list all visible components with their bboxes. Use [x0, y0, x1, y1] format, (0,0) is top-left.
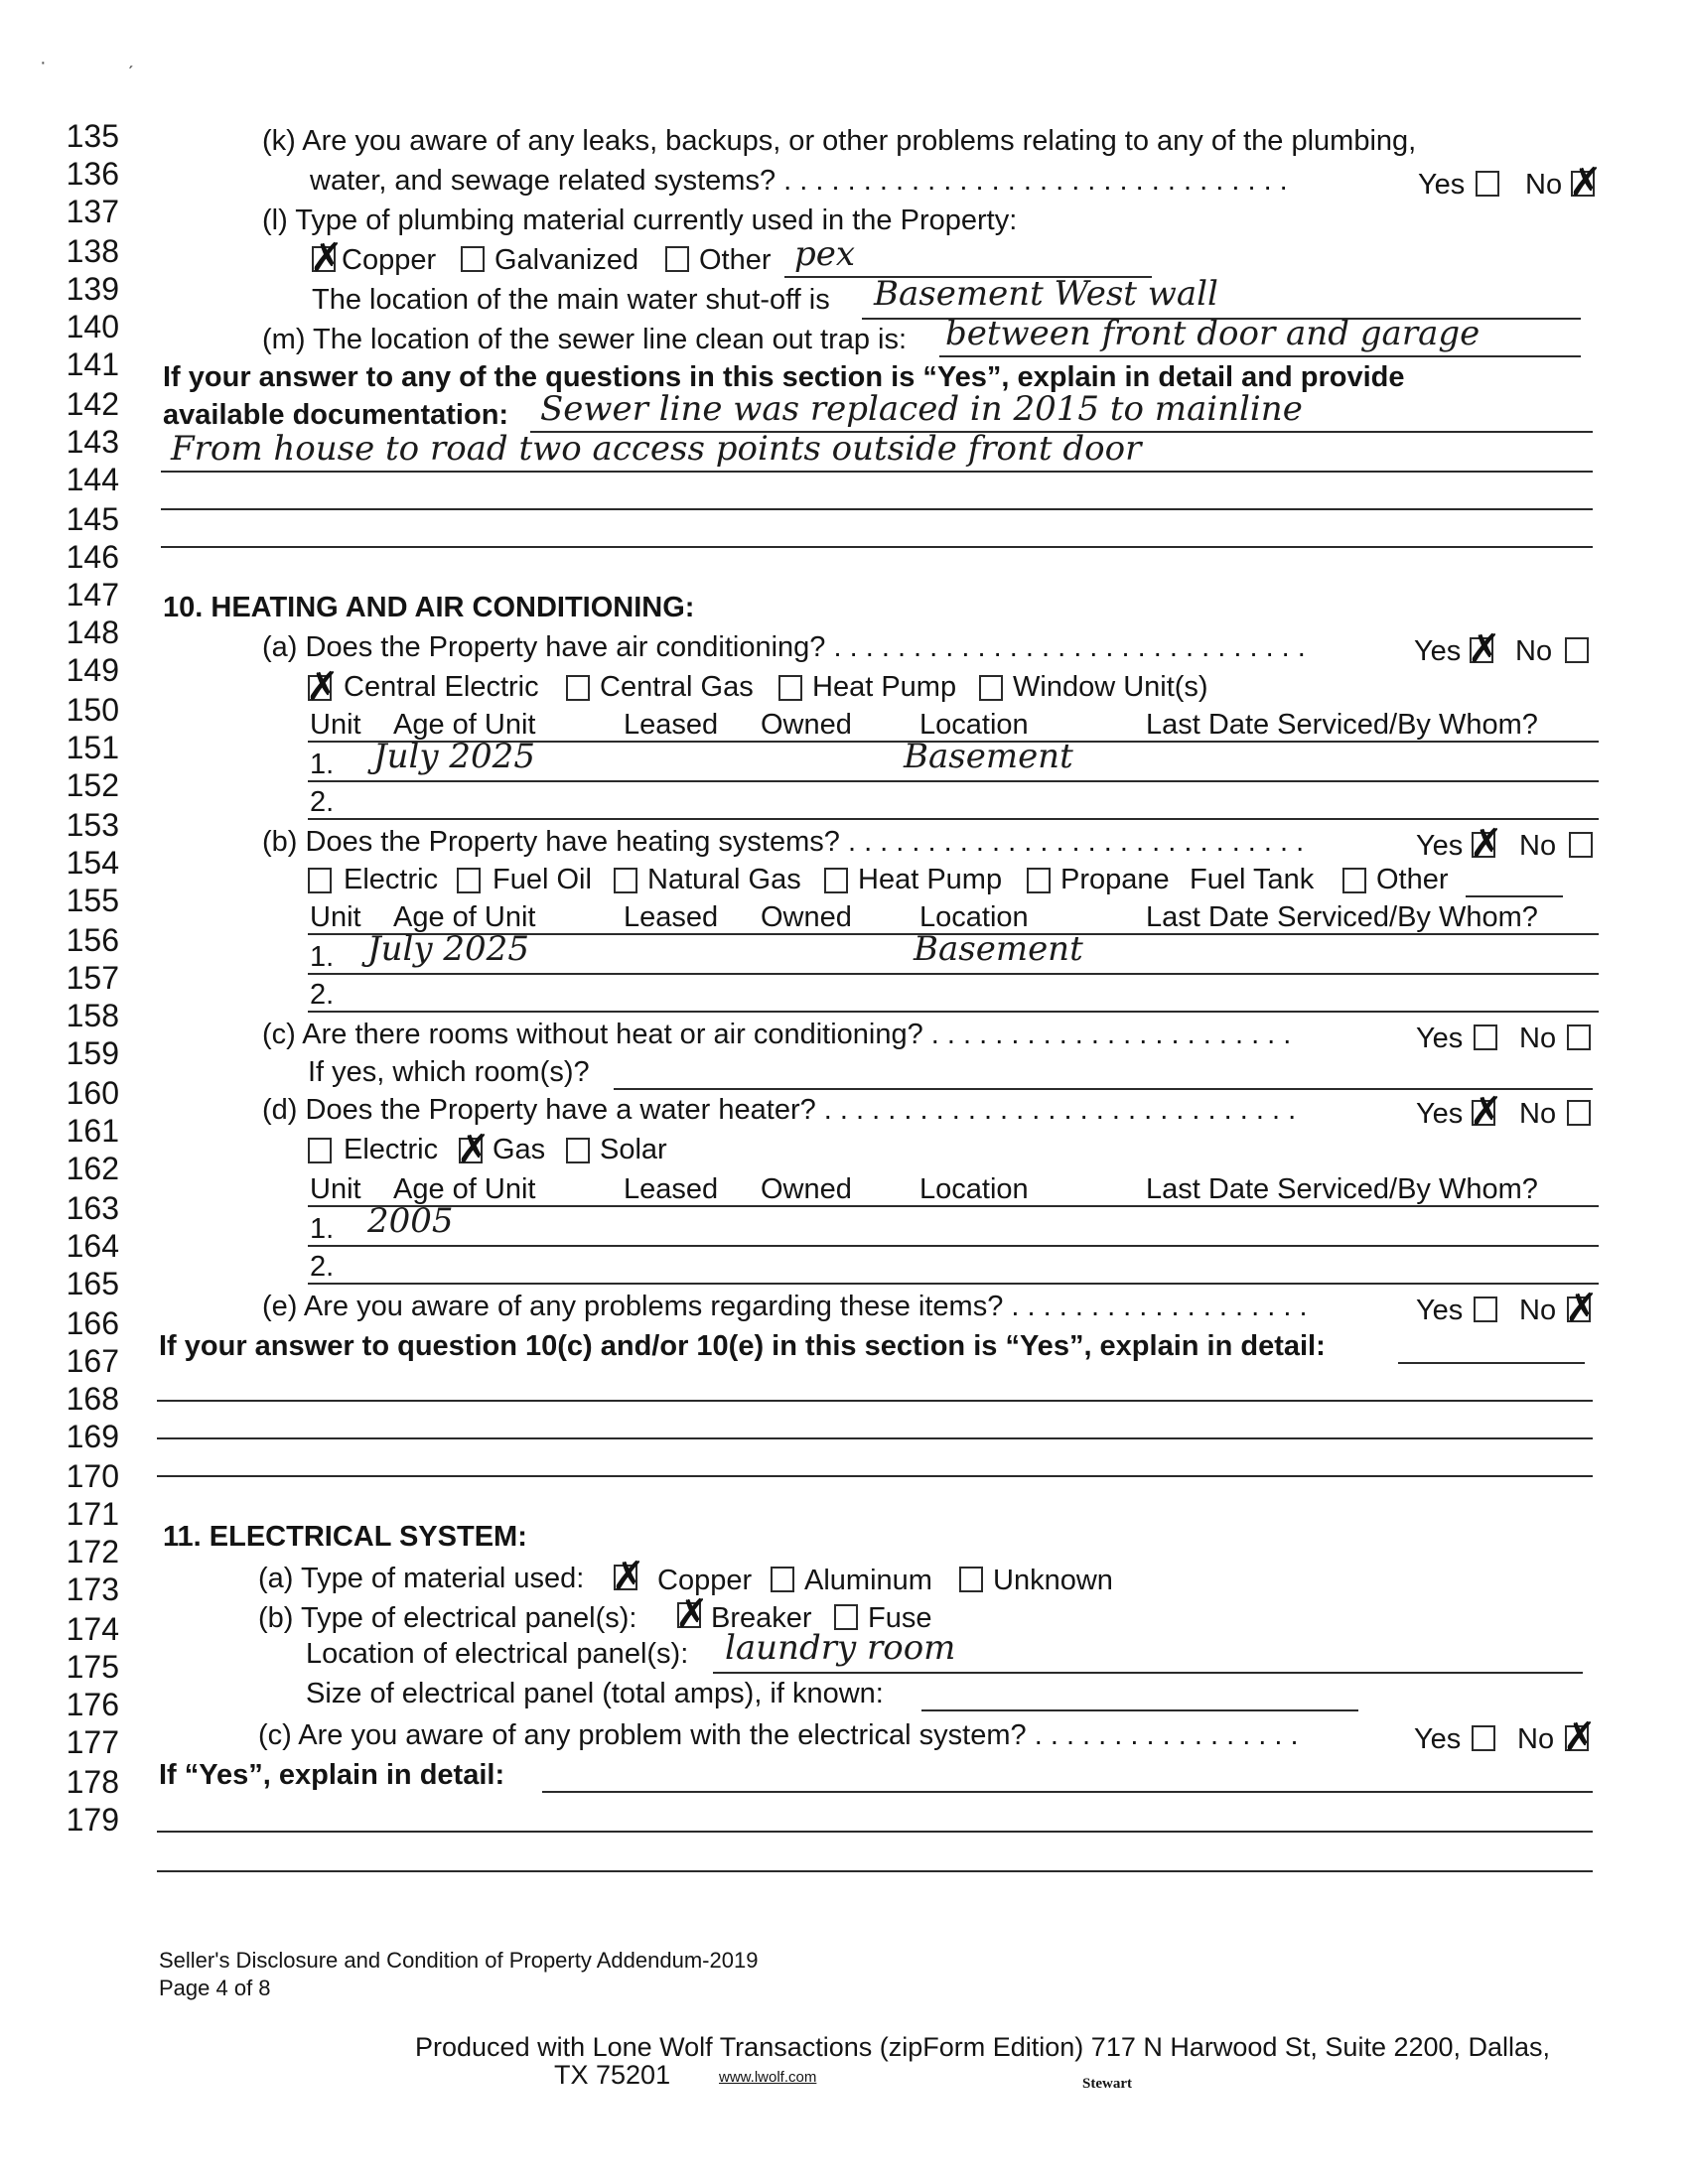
plumbing-explain-line1: If your answer to any of the questions in this section is “Yes”, explain in detail and provide — [163, 361, 1405, 393]
copper-label: Copper — [342, 244, 437, 276]
question-11b: (b) Type of electrical panel(s): — [258, 1602, 637, 1634]
col-location: Location — [919, 709, 1029, 741]
wh-electric-label: Electric — [344, 1134, 439, 1165]
elec-copper-checkbox[interactable] — [612, 1554, 645, 1599]
question-10d: (d) Does the Property have a water heater? . . . . . . . . . . . . . . . . . . . . . . . . . . . . . . — [262, 1094, 1297, 1126]
line-number: 144 — [66, 462, 119, 497]
table-rule — [308, 1245, 1599, 1247]
line-number: 148 — [66, 614, 119, 650]
shutoff-label: The location of the main water shut-off is — [312, 284, 830, 316]
col-serviced: Last Date Serviced/By Whom? — [1146, 1173, 1538, 1205]
line-number: 165 — [66, 1266, 119, 1301]
col-leased: Leased — [624, 709, 719, 741]
10e-no-label: No — [1519, 1295, 1557, 1326]
check-mark-icon: ✗ — [306, 664, 340, 710]
line-number: 161 — [66, 1113, 119, 1149]
10e-yes-label: Yes — [1416, 1295, 1464, 1326]
table-rule — [308, 1283, 1599, 1285]
check-mark-icon: ✗ — [1470, 821, 1503, 867]
col-owned: Owned — [761, 709, 852, 741]
11-explain-underline-2 — [157, 1831, 1593, 1833]
10e-no-checkbox[interactable] — [1565, 1286, 1599, 1331]
fuse-checkbox[interactable] — [834, 1604, 858, 1630]
elec-aluminum-label: Aluminum — [804, 1565, 932, 1596]
line-number: 145 — [66, 501, 119, 537]
section-11-heading: 11. ELECTRICAL SYSTEM: — [163, 1521, 527, 1553]
footer-stamp: Stewart — [1082, 2076, 1132, 2092]
heat-other-checkbox[interactable] — [1342, 868, 1366, 893]
fuel-oil-checkbox[interactable] — [457, 868, 481, 893]
10b-no-checkbox[interactable] — [1569, 832, 1593, 858]
line-number: 175 — [66, 1649, 119, 1685]
scan-speck: ˏ — [127, 48, 134, 69]
10-explain-underline-2 — [157, 1400, 1593, 1402]
footer-produced-line2: TX 75201 — [554, 2060, 671, 2090]
check-mark-icon: ✗ — [1569, 160, 1603, 205]
m-value[interactable]: between front door and garage — [945, 314, 1480, 353]
k-yes-checkbox[interactable] — [1476, 171, 1499, 197]
shutoff-value[interactable]: Basement West wall — [874, 274, 1218, 314]
check-mark-icon: ✗ — [310, 235, 344, 281]
check-mark-icon: ✗ — [1565, 1286, 1599, 1331]
10a-yes-label: Yes — [1414, 635, 1462, 667]
row-1-label: 1. — [310, 749, 335, 780]
explain-value-1[interactable]: Sewer line was replaced in 2015 to mainline — [540, 389, 1303, 429]
line-number: 173 — [66, 1571, 119, 1607]
10e-yes-checkbox[interactable] — [1474, 1297, 1497, 1322]
line-number: 167 — [66, 1343, 119, 1379]
scan-speck: · — [40, 52, 47, 73]
heat-electric-label: Electric — [344, 864, 439, 895]
propane-checkbox[interactable] — [1027, 868, 1051, 893]
central-electric-label: Central Electric — [344, 671, 539, 703]
footer-form-name: Seller's Disclosure and Condition of Property Addendum-2019 — [159, 1948, 759, 1973]
line-number: 170 — [66, 1458, 119, 1494]
ac-age-value[interactable]: July 2025 — [373, 737, 535, 776]
question-k-line2: water, and sewage related systems? . . . . . . . . . . . . . . . . . . . . . . . . . . . . . . . . — [310, 165, 1288, 197]
col-leased: Leased — [624, 901, 719, 933]
question-10b: (b) Does the Property have heating systems? . . . . . . . . . . . . . . . . . . . . . . . . . . . . . — [262, 826, 1305, 858]
line-number: 171 — [66, 1496, 119, 1532]
11-explain-label: If “Yes”, explain in detail: — [159, 1759, 505, 1791]
10a-no-label: No — [1515, 635, 1553, 667]
line-number: 156 — [66, 922, 119, 958]
other-checkbox[interactable] — [665, 246, 689, 272]
heat-electric-checkbox[interactable] — [308, 868, 332, 893]
window-units-checkbox[interactable] — [979, 675, 1003, 701]
explain-value-2[interactable]: From house to road two access points outside front door — [171, 429, 1142, 469]
breaker-label: Breaker — [711, 1602, 812, 1634]
ac-location-value[interactable]: Basement — [904, 737, 1073, 776]
other-label: Other — [699, 244, 772, 276]
fuel-tank-label: Fuel Tank — [1190, 864, 1315, 895]
line-number: 172 — [66, 1534, 119, 1570]
question-k-line1: (k) Are you aware of any leaks, backups, or other problems relating to any of the plumbing, — [262, 125, 1417, 157]
plumbing-explain-line2: available documentation: — [163, 399, 509, 431]
line-number: 142 — [66, 386, 119, 422]
line-number: 139 — [66, 271, 119, 307]
line-number: 166 — [66, 1305, 119, 1341]
col-owned: Owned — [761, 1173, 852, 1205]
line-number: 178 — [66, 1764, 119, 1800]
11c-no-label: No — [1517, 1723, 1555, 1755]
line-number: 143 — [66, 424, 119, 460]
heat-pump-checkbox[interactable] — [778, 675, 802, 701]
line-number: 152 — [66, 767, 119, 803]
line-number: 179 — [66, 1802, 119, 1838]
col-age: Age of Unit — [393, 709, 536, 741]
10c-no-checkbox[interactable] — [1567, 1024, 1591, 1050]
line-number: 135 — [66, 118, 119, 154]
check-mark-icon: ✗ — [612, 1554, 645, 1599]
line-number: 136 — [66, 156, 119, 192]
10-explain-underline-3 — [157, 1437, 1593, 1439]
10-explain-label: If your answer to question 10(c) and/or 10(e) in this section is “Yes”, explain in detail: — [159, 1330, 1326, 1362]
panel-size-label: Size of electrical panel (total amps), if known: — [306, 1678, 884, 1709]
heat-pump-label: Heat Pump — [812, 671, 957, 703]
col-location: Location — [919, 901, 1029, 933]
line-number: 163 — [66, 1190, 119, 1226]
10c-yes-label: Yes — [1416, 1023, 1464, 1054]
central-gas-label: Central Gas — [600, 671, 754, 703]
table-rule — [308, 1205, 1599, 1207]
col-unit: Unit — [310, 1173, 361, 1205]
footer-produced-line1: Produced with Lone Wolf Transactions (zipForm Edition) 717 N Harwood St, Suite 2200, Dallas, — [415, 2032, 1551, 2062]
question-11c: (c) Are you aware of any problem with the electrical system? . . . . . . . . . . . . . . . . . — [258, 1719, 1299, 1751]
table-rule — [308, 780, 1599, 782]
central-electric-checkbox[interactable] — [306, 664, 340, 710]
window-units-label: Window Unit(s) — [1013, 671, 1208, 703]
check-mark-icon: ✗ — [1563, 1714, 1597, 1760]
question-l: (l) Type of plumbing material currently used in the Property: — [262, 205, 1018, 236]
11c-no-checkbox[interactable] — [1563, 1714, 1597, 1760]
natural-gas-label: Natural Gas — [647, 864, 801, 895]
10c-yes-checkbox[interactable] — [1474, 1024, 1497, 1050]
line-number: 141 — [66, 346, 119, 382]
10b-no-label: No — [1519, 830, 1557, 862]
row-1-label: 1. — [310, 1213, 335, 1245]
wh-solar-checkbox[interactable] — [566, 1138, 590, 1163]
footer-page-number: Page 4 of 8 — [159, 1976, 271, 2000]
col-serviced: Last Date Serviced/By Whom? — [1146, 709, 1538, 741]
check-mark-icon: ✗ — [1470, 1089, 1503, 1135]
heat-other-underline — [1466, 895, 1563, 897]
check-mark-icon: ✗ — [457, 1127, 491, 1172]
col-unit: Unit — [310, 901, 361, 933]
10d-no-label: No — [1519, 1098, 1557, 1130]
10-explain-underline-4 — [157, 1475, 1593, 1477]
natural-gas-checkbox[interactable] — [614, 868, 637, 893]
question-11a: (a) Type of material used: — [258, 1563, 585, 1594]
line-number: 177 — [66, 1724, 119, 1760]
table-rule — [308, 973, 1599, 975]
wh-gas-label: Gas — [493, 1134, 546, 1165]
galvanized-checkbox[interactable] — [461, 246, 485, 272]
question-m: (m) The location of the sewer line clean out trap is: — [262, 324, 908, 355]
10d-no-checkbox[interactable] — [1567, 1100, 1591, 1126]
line-number: 140 — [66, 309, 119, 344]
line-number: 162 — [66, 1151, 119, 1186]
10c-which-rooms: If yes, which room(s)? — [308, 1056, 590, 1088]
line-number: 150 — [66, 692, 119, 728]
other-value[interactable]: pex — [794, 234, 856, 274]
line-number: 138 — [66, 233, 119, 269]
k-no-checkbox[interactable] — [1569, 160, 1603, 205]
table-rule — [308, 818, 1599, 820]
line-number: 155 — [66, 883, 119, 918]
fuel-oil-label: Fuel Oil — [493, 864, 592, 895]
elec-unknown-label: Unknown — [993, 1565, 1113, 1596]
col-age: Age of Unit — [393, 1173, 536, 1205]
galvanized-label: Galvanized — [494, 244, 639, 276]
line-number: 169 — [66, 1419, 119, 1454]
line-number: 159 — [66, 1035, 119, 1071]
explain-underline-2 — [161, 471, 1593, 473]
line-number: 160 — [66, 1075, 119, 1111]
table-rule — [308, 1011, 1599, 1013]
11c-yes-label: Yes — [1414, 1723, 1462, 1755]
m-underline — [939, 355, 1581, 357]
10a-no-checkbox[interactable] — [1565, 637, 1589, 663]
explain-underline-3 — [161, 508, 1593, 510]
line-number: 154 — [66, 845, 119, 881]
11c-yes-checkbox[interactable] — [1472, 1725, 1495, 1751]
panel-size-underline — [921, 1709, 1358, 1711]
elec-unknown-checkbox[interactable] — [959, 1567, 983, 1592]
section-10-heading: 10. HEATING AND AIR CONDITIONING: — [163, 592, 695, 623]
line-number: 137 — [66, 194, 119, 229]
col-leased: Leased — [624, 1173, 719, 1205]
k-yes-label: Yes — [1418, 169, 1466, 201]
check-mark-icon: ✗ — [675, 1591, 709, 1637]
line-number: 149 — [66, 652, 119, 688]
check-mark-icon: ✗ — [1468, 626, 1501, 672]
propane-label: Propane — [1060, 864, 1170, 895]
col-age: Age of Unit — [393, 901, 536, 933]
breaker-checkbox[interactable] — [675, 1591, 709, 1637]
row-2-label: 2. — [310, 1251, 335, 1283]
line-number: 174 — [66, 1611, 119, 1647]
wh-solar-label: Solar — [600, 1134, 667, 1165]
line-number: 146 — [66, 539, 119, 575]
10b-yes-label: Yes — [1416, 830, 1464, 862]
10d-yes-checkbox[interactable] — [1470, 1089, 1503, 1135]
line-number: 157 — [66, 960, 119, 996]
wh-gas-checkbox[interactable] — [457, 1127, 491, 1172]
elec-copper-label: Copper — [657, 1565, 753, 1596]
central-gas-checkbox[interactable] — [566, 675, 590, 701]
col-unit: Unit — [310, 709, 361, 741]
panel-location-underline — [713, 1672, 1583, 1674]
11-explain-underline-3 — [157, 1870, 1593, 1872]
line-number: 176 — [66, 1687, 119, 1722]
col-serviced: Last Date Serviced/By Whom? — [1146, 901, 1538, 933]
elec-aluminum-checkbox[interactable] — [771, 1567, 794, 1592]
heat-age-value[interactable]: July 2025 — [367, 929, 529, 969]
explain-underline-4 — [161, 546, 1593, 548]
heat-other-label: Other — [1376, 864, 1449, 895]
10b-yes-checkbox[interactable] — [1470, 821, 1503, 867]
10a-yes-checkbox[interactable] — [1468, 626, 1501, 672]
line-number: 164 — [66, 1228, 119, 1264]
heat-heat-pump-checkbox[interactable] — [824, 868, 848, 893]
10-explain-underline-1 — [1398, 1362, 1585, 1364]
question-10c: (c) Are there rooms without heat or air conditioning? . . . . . . . . . . . . . . . . . . . . . . . — [262, 1019, 1292, 1050]
wh-electric-checkbox[interactable] — [308, 1138, 332, 1163]
10c-no-label: No — [1519, 1023, 1557, 1054]
line-number: 158 — [66, 998, 119, 1033]
heat-heat-pump-label: Heat Pump — [858, 864, 1003, 895]
col-location: Location — [919, 1173, 1029, 1205]
wh-age-value[interactable]: 2005 — [367, 1201, 454, 1241]
fuse-label: Fuse — [868, 1602, 932, 1634]
which-rooms-underline — [614, 1088, 1593, 1090]
row-2-label: 2. — [310, 786, 335, 818]
11-explain-underline-1 — [542, 1791, 1593, 1793]
line-number: 147 — [66, 577, 119, 613]
line-number: 153 — [66, 807, 119, 843]
heat-location-value[interactable]: Basement — [914, 929, 1083, 969]
question-10a: (a) Does the Property have air conditioning? . . . . . . . . . . . . . . . . . . . . . . . . . . . . . . — [262, 631, 1306, 663]
col-owned: Owned — [761, 901, 852, 933]
row-1-label: 1. — [310, 941, 335, 973]
footer-website-link[interactable]: www.lwolf.com — [719, 2069, 817, 2086]
question-10e: (e) Are you aware of any problems regarding these items? . . . . . . . . . . . . . . . . . . . — [262, 1291, 1308, 1322]
k-no-label: No — [1525, 169, 1563, 201]
line-number: 168 — [66, 1381, 119, 1417]
panel-location-label: Location of electrical panel(s): — [306, 1638, 689, 1670]
line-number: 151 — [66, 730, 119, 765]
copper-checkbox[interactable] — [310, 235, 344, 281]
panel-location-value[interactable]: laundry room — [725, 1628, 956, 1668]
10d-yes-label: Yes — [1416, 1098, 1464, 1130]
row-2-label: 2. — [310, 979, 335, 1011]
